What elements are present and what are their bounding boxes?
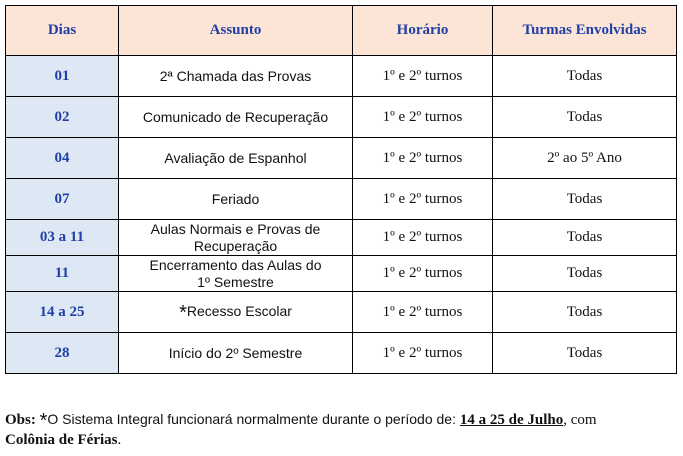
time-cell: 1º e 2º turnos	[353, 333, 493, 374]
time-cell: 1º e 2º turnos	[353, 56, 493, 97]
asterisk-mark: *	[39, 410, 48, 432]
table-row	[6, 97, 677, 138]
classes-cell: Todas	[493, 97, 677, 138]
header-assunto: Assunto	[119, 6, 353, 56]
time-cell: 1º e 2º turnos	[353, 179, 493, 220]
asterisk-mark: *	[179, 301, 187, 324]
table-row	[6, 220, 677, 256]
header-dias: Dias	[6, 6, 119, 56]
header-horario: Horário	[353, 6, 493, 56]
table-row	[6, 56, 677, 97]
subject-cell: 2ª Chamada das Provas	[119, 56, 353, 97]
classes-cell: 2º ao 5º Ano	[493, 138, 677, 179]
subject-line-1: Encerramento das Aulas do	[149, 256, 322, 273]
time-cell: 1º e 2º turnos	[353, 138, 493, 179]
day-cell: 01	[6, 56, 119, 97]
classes-cell: Todas	[493, 256, 677, 292]
subject-cell: Início do 2º Semestre	[119, 333, 353, 374]
table-row	[6, 256, 677, 292]
day-cell: 03 a 11	[6, 220, 119, 256]
subject-cell: Comunicado de Recuperação	[119, 97, 353, 138]
subject-cell	[119, 256, 353, 292]
classes-cell: Todas	[493, 56, 677, 97]
obs-text-before: O Sistema Integral funcionará normalmente durante o período de:	[47, 411, 460, 427]
header-row	[6, 6, 677, 56]
subject-cell: Feriado	[119, 179, 353, 220]
day-cell: 04	[6, 138, 119, 179]
time-cell: 1º e 2º turnos	[353, 292, 493, 333]
subject-line-2: 1º Semestre	[197, 273, 274, 290]
obs-label: Obs:	[5, 412, 36, 428]
time-cell: 1º e 2º turnos	[353, 220, 493, 256]
subject-cell	[119, 292, 353, 333]
obs-text-middle: , com	[563, 412, 597, 428]
day-cell: 28	[6, 333, 119, 374]
table-row	[6, 292, 677, 333]
subject-line-1: Aulas Normais e Provas de	[150, 220, 321, 237]
day-cell: 14 a 25	[6, 292, 119, 333]
header-turmas: Turmas Envolvidas	[493, 6, 677, 56]
classes-cell: Todas	[493, 220, 677, 256]
time-cell: 1º e 2º turnos	[353, 256, 493, 292]
subject-line-2: Recuperação	[193, 237, 278, 254]
observation-note	[5, 410, 680, 450]
time-cell: 1º e 2º turnos	[353, 97, 493, 138]
subject-cell	[119, 220, 353, 256]
table-row	[6, 138, 677, 179]
classes-cell: Todas	[493, 179, 677, 220]
classes-cell: Todas	[493, 292, 677, 333]
table-row	[6, 333, 677, 374]
day-cell: 07	[6, 179, 119, 220]
subject-cell: Avaliação de Espanhol	[119, 138, 353, 179]
day-cell: 02	[6, 97, 119, 138]
obs-period: 14 a 25 de Julho	[459, 412, 564, 428]
schedule-table	[5, 5, 677, 374]
table-row	[6, 179, 677, 220]
subject-text: Recesso Escolar	[186, 302, 292, 319]
obs-end: .	[117, 432, 122, 448]
obs-bold-tail: Colônia de Férias	[5, 432, 118, 448]
classes-cell: Todas	[493, 333, 677, 374]
day-cell: 11	[6, 256, 119, 292]
